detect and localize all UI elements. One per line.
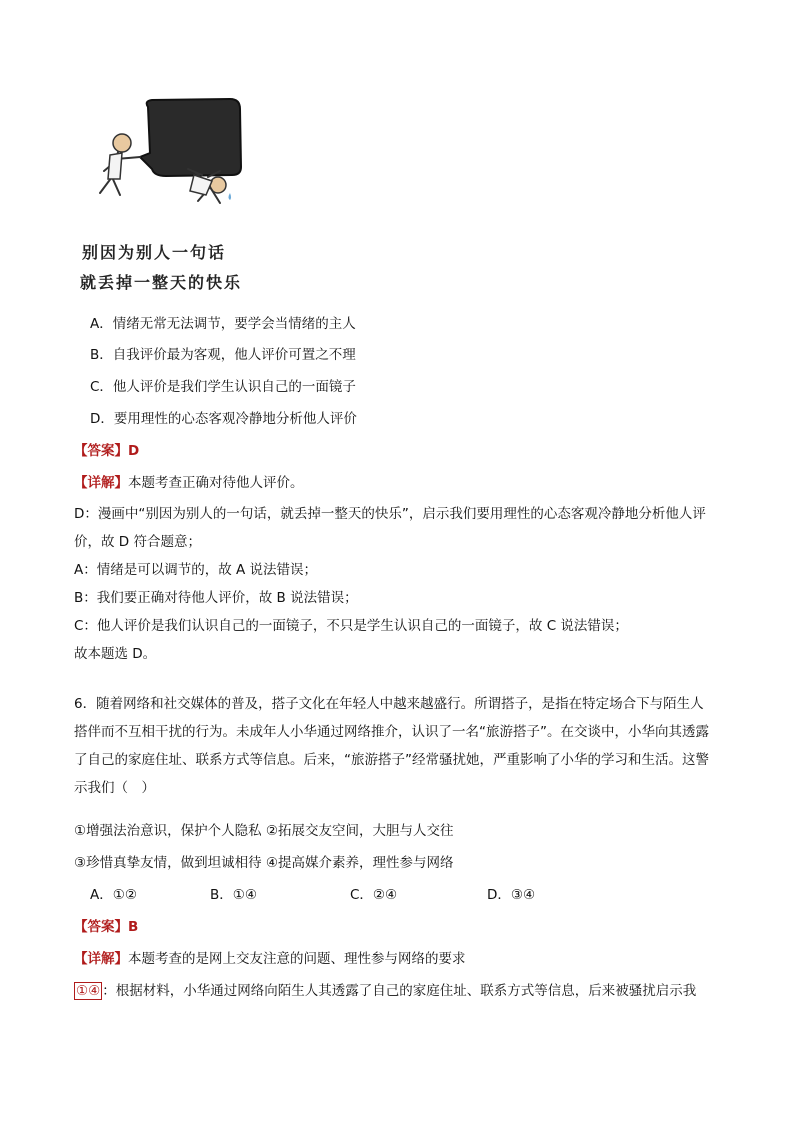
q6-statements-line2: ③珍惜真挚友情，做到坦诚相待 ④提高媒介素养，理性参与网络 [74, 855, 454, 871]
q5-analysis-line: C：他人评价是我们认识自己的一面镜子，不只是学生认识自己的一面镜子，故 C 说法错误； [74, 618, 628, 634]
q6-choice-c: C．②④ [350, 887, 398, 903]
q5-option-c: C．他人评价是我们学生认识自己的一面镜子 [90, 379, 356, 395]
q5-option-a: A．情绪无常无法调节，要学会当情绪的主人 [90, 316, 356, 332]
cartoon-illustration [70, 95, 270, 210]
q6-analysis [74, 981, 696, 1001]
q5-analysis-line: 价，故 D 符合题意； [74, 534, 201, 550]
cartoon-caption-line2: 就丢掉一整天的快乐 [80, 273, 243, 292]
q6-analysis-label: ①④ [76, 983, 101, 999]
q6-statements-line1: ①增强法治意识，保护个人隐私 ②拓展交友空间，大胆与人交往 [74, 823, 454, 839]
q6-stem-line: 搭伴而不互相干扰的行为。未成年人小华通过网络推介，认识了一名“旅游搭子”。在交谈中，小华向其透露 [74, 724, 709, 740]
q6-stem-line: 示我们（ ） [74, 780, 155, 796]
q5-analysis-line: 故本题选 D。 [74, 646, 157, 662]
q5-analysis-line: B：我们要正确对待他人评价，故 B 说法错误； [74, 590, 358, 606]
q5-option-d: D．要用理性的心态客观冷静地分析他人评价 [90, 411, 357, 427]
cartoon-caption-line1: 别因为别人一句话 [82, 243, 227, 262]
q6-analysis-text: ：根据材料，小华通过网络向陌生人其透露了自己的家庭住址、联系方式等信息，后来被骚扰启示我 [102, 983, 697, 999]
q5-answer [74, 441, 139, 461]
q5-answer-value: D [128, 443, 140, 459]
q6-answer-value: B [128, 919, 139, 935]
q6-detail-text: 本题考查的是网上交友注意的问题、理性参与网络的要求 [128, 951, 466, 967]
q6-stem-line: 6．随着网络和社交媒体的普及，搭子文化在年轻人中越来越盛行。所谓搭子，是指在特定场合下与陌生人 [74, 696, 704, 712]
q6-choice-a: A．①② [90, 887, 137, 903]
q5-option-b: B．自我评价最为客观，他人评价可置之不理 [90, 347, 356, 363]
q5-answer-tag: 【答案】 [74, 443, 128, 459]
q6-answer-tag: 【答案】 [74, 919, 128, 935]
q5-analysis-line: D：漫画中“别因为别人的一句话，就丢掉一整天的快乐”，启示我们要用理性的心态客观冷静地分析他人评 [74, 506, 706, 522]
q5-detail-tag: 【详解】 [74, 475, 128, 491]
q5-analysis-line: A：情绪是可以调节的，故 A 说法错误； [74, 562, 318, 578]
q6-stem [74, 690, 726, 802]
q6-choice-d: D．③④ [487, 887, 536, 903]
q5-detail-text: 本题考查正确对待他人评价。 [128, 475, 304, 491]
q6-stem-line: 了自己的家庭住址、联系方式等信息。后来，“旅游搭子”经常骚扰她，严重影响了小华的学习和生活。这警 [74, 752, 709, 768]
q5-detail [74, 473, 304, 493]
q6-detail [74, 949, 466, 969]
q6-choice-b: B．①④ [210, 887, 257, 903]
q6-detail-tag: 【详解】 [74, 951, 128, 967]
q5-analysis [74, 500, 726, 668]
q6-answer [74, 917, 138, 937]
